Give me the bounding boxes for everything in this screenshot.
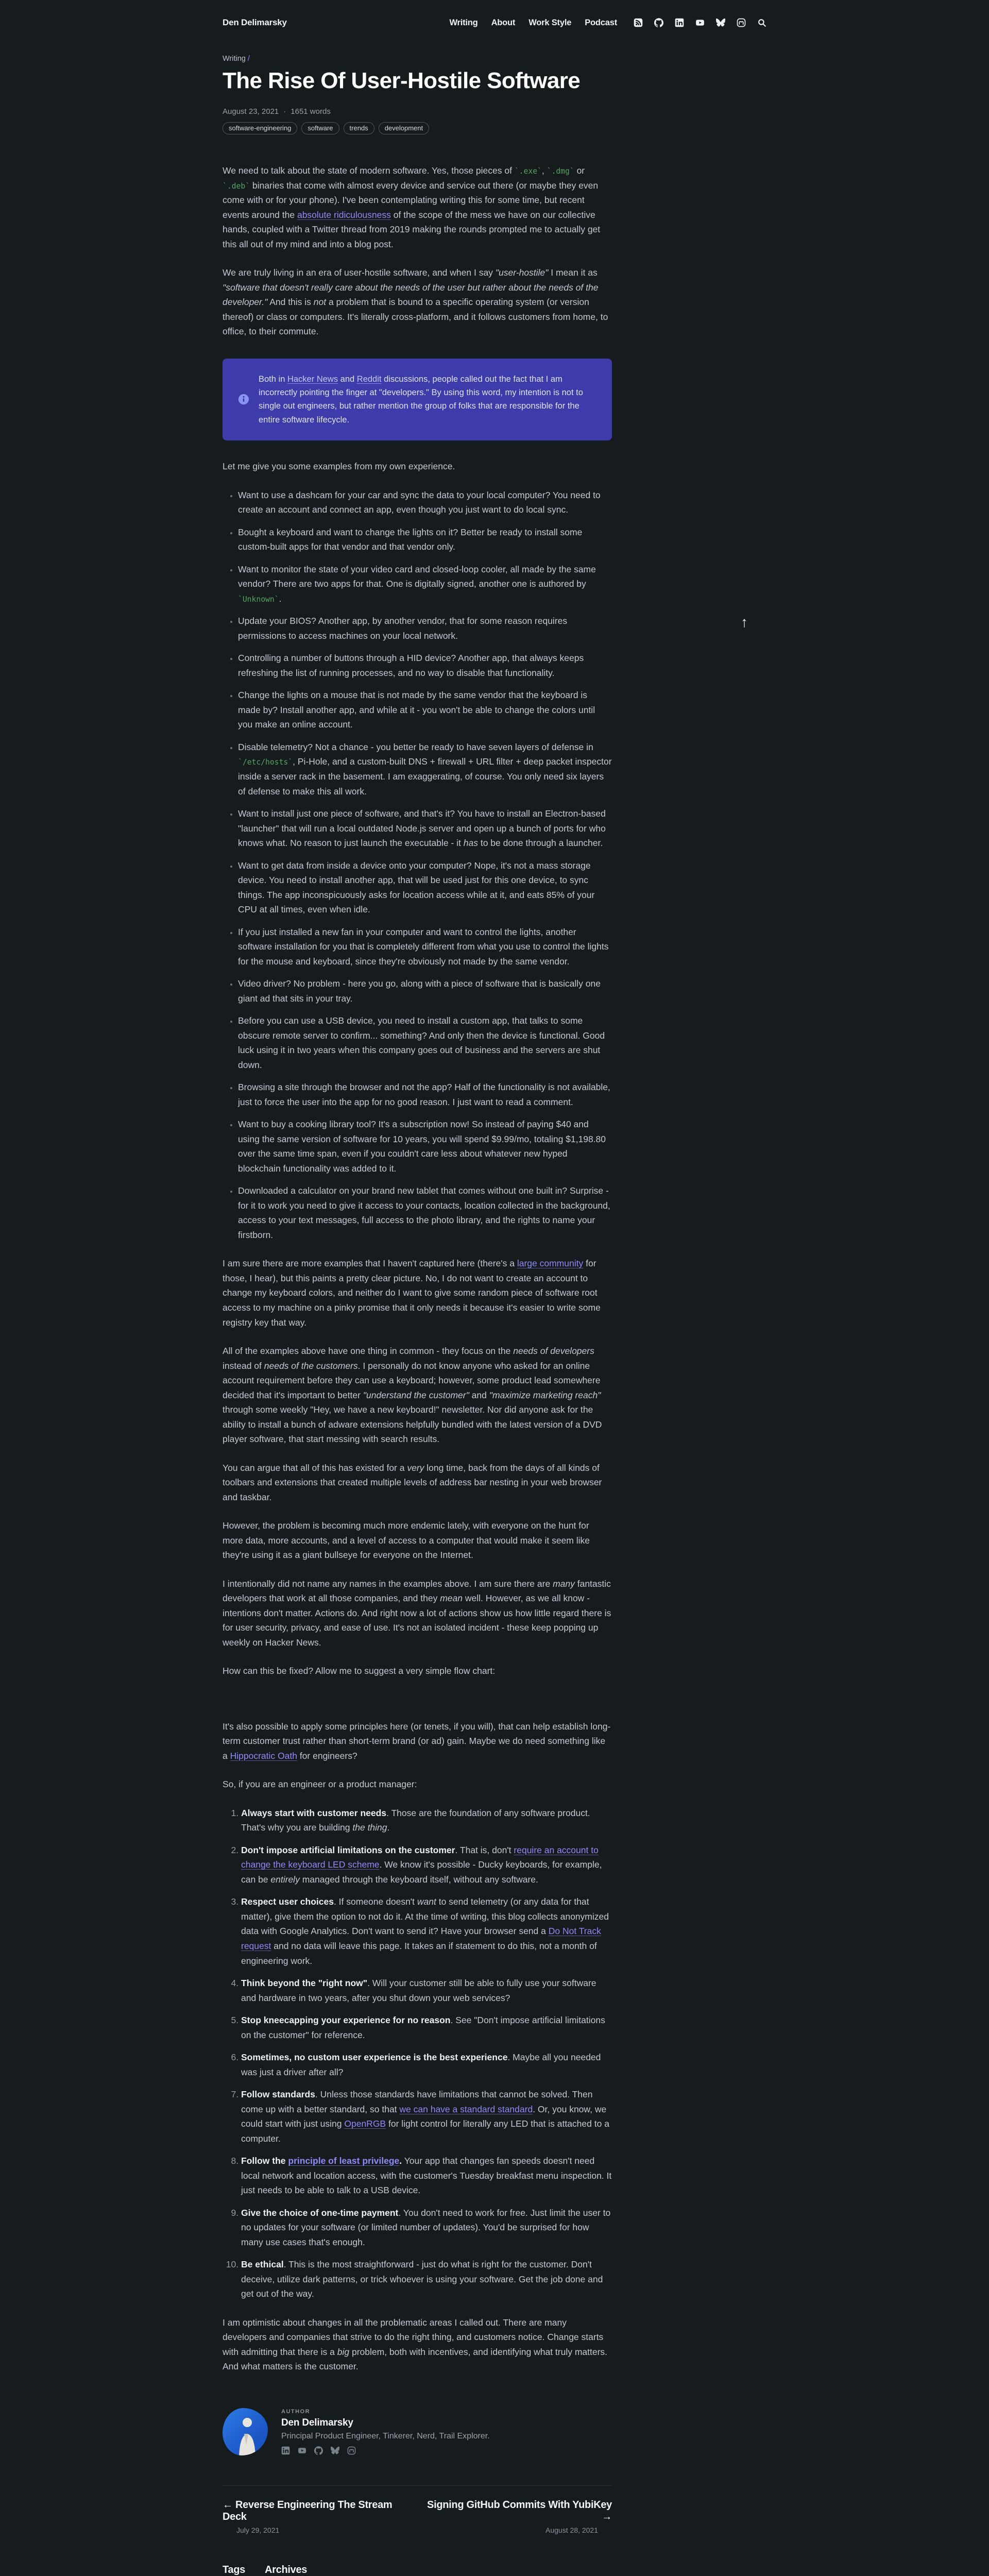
italic-text: mean: [440, 1593, 463, 1604]
list-item: • Controlling a number of buttons through a HID device? Another app, that always keeps refreshing the list of running processes, and no way to disable that functionality.: [238, 651, 612, 680]
tag-pill[interactable]: trends: [344, 122, 374, 134]
bold-text: Be ethical: [241, 2259, 284, 2270]
italic-text: "user-hostile": [495, 267, 549, 278]
article-body: [223, 163, 612, 2374]
breadcrumb: [223, 55, 612, 63]
paragraph: How can this be fixed? Allow me to suggest a very simple flow chart:: [223, 1666, 496, 1676]
post-date: August 23, 2021: [223, 107, 279, 116]
footer-links: [223, 2564, 612, 2576]
list-item: • Disable telemetry? Not a chance - you better be ready to have seven layers of defense in `/etc/hosts`, Pi-Hole, and a custom-built DNS + firewall + URL filter + deep packet inspector inside a server rack in the basement. I am exaggerating, of course. You only need six layers of defense to make this all work.: [238, 740, 612, 799]
paragraph: I am optimistic about changes in all the problematic areas I called out. There are many developers and companies that strive to do the right thing, and customers notice. Change starts with admitting that there is a big problem, both with incentives, and identifying what truly matters. And what matters is the customer.: [223, 2317, 608, 2372]
bluesky-icon[interactable]: [716, 18, 725, 27]
bold-text: Don't impose artificial limitations on the customer: [241, 1844, 455, 1855]
paragraph: However, the problem is becoming much more endemic lately, with everyone on the hunt for more data, more accounts, and a level of access to a computer that would make it seem like they're using it as a giant bullseye for everyone on the Internet.: [223, 1520, 590, 1561]
bold-text: Give the choice of one-time payment: [241, 2207, 399, 2218]
italic-text: the thing: [352, 1822, 387, 1833]
word-count: 1651 words: [291, 107, 331, 116]
bold-text: Follow the: [241, 2156, 288, 2166]
list-item: • Update your BIOS? Another app, by another vendor, that for some reason requires permissions to access machines on your local network.: [238, 614, 612, 643]
inline-code: `Unknown`: [238, 595, 279, 604]
next-post[interactable]: [417, 2499, 612, 2534]
meta-separator-dot: ·: [283, 107, 286, 116]
paragraph: You can argue that all of this has existed for a very long time, back from the days of all kinds of toolbars and extensions that created multiple levels of address bar nesting in your web browser and taskbar.: [223, 1462, 602, 1502]
inline-code: `/etc/hosts`: [238, 758, 293, 767]
paragraph: All of the examples above have one thing in common - they focus on the needs of developers instead of needs of the customers. I personally do not know anyone who asked for an online account requirement before they can use a keyboard; however, some product lead somewhere decided that it's important to better "understand the customer" and "maximize marketing reach" through some weekly "Hey, we have a new keyboard!" newsletter. Nor did anyone ask for the ability to install a bunch of adware extensions helpfully bundled with the latest version of a DVD player software, that start messing with search results.: [223, 1346, 602, 1445]
tag-pill[interactable]: software-engineering: [223, 122, 297, 134]
list-item: 1. Always start with customer needs. Those are the foundation of any software product. That's why you are building the thing.: [241, 1806, 612, 1835]
rss-icon[interactable]: [634, 18, 643, 27]
list-item: 8. Follow the principle of least privilege. Your app that changes fan speeds doesn't need local network and location access, with the customer's Tuesday breakfast menu inspection. It just needs to be able to talk to a USB device.: [241, 2154, 612, 2198]
next-post-title[interactable]: Signing GitHub Commits With YubiKey: [427, 2499, 612, 2511]
footer-link[interactable]: Tags: [223, 2564, 245, 2575]
scroll-to-top-button[interactable]: ↑: [741, 614, 748, 630]
list-item: 5. Stop kneecapping your experience for no reason. See "Don't impose artificial limitations on the customer" for reference.: [241, 2013, 612, 2042]
bold-text: Always start with customer needs: [241, 1807, 387, 1818]
prev-post-date: July 29, 2021: [236, 2526, 280, 2534]
info-callout: [223, 359, 612, 441]
nav-link[interactable]: About: [491, 18, 516, 27]
author-info: [281, 2409, 490, 2455]
nav-link[interactable]: Podcast: [585, 18, 617, 27]
italic-text: needs of developers: [513, 1346, 594, 1357]
list-item: • If you just installed a new fan in your computer and want to control the lights, another software installation for you that is completely different from what you use to control the lights for the mouse and keyboard, since they're obviously not made by the same vendor.: [238, 925, 612, 969]
list-item: 10. Be ethical. This is the most straightforward - just do what is right for the customer. Don't deceive, utilize dark patterns, or trick whoever is using your software. Get the job done and get out of the way.: [241, 2257, 612, 2301]
inline-link[interactable]: require an account to change the keyboard LED scheme: [241, 1844, 599, 1870]
inline-link[interactable]: absolute ridiculousness: [297, 209, 391, 220]
author-avatar: [223, 2408, 268, 2455]
italic-text: want: [417, 1896, 436, 1907]
bold-text: Respect user choices: [241, 1896, 334, 1907]
italic-text: has: [463, 838, 478, 849]
paragraph: I intentionally did not name any names in the examples above. I am sure there are many fantastic developers that work at all those companies, and they mean well. However, as we all know - intentions don't matter. Actions do. And right now a lot of actions show us how little regard there is for user security, privacy, and ease of use. It's not an isolated incident - these keep popping up weekly on Hacker News.: [223, 1578, 611, 1648]
bold-text: Follow standards: [241, 2089, 315, 2100]
post-meta: [223, 107, 612, 116]
inline-link[interactable]: Reddit: [356, 374, 382, 384]
paragraph: We need to talk about the state of modern software. Yes, those pieces of `.exe`, `.dmg` or `.deb` binaries that come with almost every device and service out there (or maybe they even come with or for your phone). I've been contemplating writing this for some time, but recent events around the absolute ridiculousness of the scope of the mess we have on our collective hands, coupled with a Twitter thread from 2019 making the rounds prompted me to actually get this all out of my mind and into a blog post.: [223, 165, 601, 249]
tag-pill[interactable]: development: [379, 122, 429, 134]
paragraph: Let me give you some examples from my own experience.: [223, 461, 455, 472]
footer-link[interactable]: Archives: [265, 2564, 308, 2575]
nav-link[interactable]: Writing: [449, 18, 478, 27]
right-arrow-icon: →: [602, 2511, 612, 2522]
header-social-icons: [634, 18, 766, 27]
list-item: 4. Think beyond the "right now". Will your customer still be able to fully use your software and hardware in two years, after you shut down your web services?: [241, 1976, 612, 2005]
page-title: The Rise Of User-Hostile Software: [223, 68, 581, 93]
italic-text: needs of the customers: [264, 1360, 358, 1371]
list-item: • Browsing a site through the browser and not the app? Half of the functionality is not available, just to force the user into the app for no good reason. I just want to read a comment.: [238, 1080, 612, 1109]
site-brand[interactable]: Den Delimarsky: [223, 18, 287, 27]
flow-chart-placeholder: [223, 1692, 612, 1719]
paragraph: I am sure there are more examples that I haven't captured here (there's a large community for those, I hear), but this paints a pretty clear picture. No, I do not want to create an account to change my keyboard colors, and neither do I want to give some random piece of software root access to my machine on a pinky promise that it only needs it because it's easier to write some registry key that way.: [223, 1258, 601, 1328]
next-post-date: August 28, 2021: [545, 2526, 598, 2534]
bluesky-icon[interactable]: [331, 2446, 339, 2455]
mastodon-icon[interactable]: [737, 18, 746, 27]
list-item: 3. Respect user choices. If someone doesn't want to send telemetry (or any data for that matter), give them the option to not do it. At the time of writing, this blog collects anonymized data with Google Analytics. Don't want to send it? Have your browser send a Do Not Track request and no data will leave this page. It takes an if statement to do this, not a month of engineering work.: [241, 1894, 612, 1968]
article-ending: [223, 1719, 612, 2374]
list-item: 7. Follow standards. Unless those standards have limitations that cannot be solved. Then come up with a better standard, so that we can have a standard standard. Or, you know, we could start with just using OpenRGB for light control for literally any LED that is attached to a computer.: [241, 2087, 612, 2146]
list-item: • Before you can use a USB device, you need to install a custom app, that talks to some obscure remote server to confirm... something? And only then the device is functional. Good luck using it in two years when this company goes out of business and the servers are shut down.: [238, 1013, 612, 1072]
bold-text: Think beyond the "right now": [241, 1978, 368, 1989]
inline-link[interactable]: Hacker News: [287, 374, 338, 384]
youtube-icon[interactable]: [695, 18, 705, 27]
list-item: • Want to monitor the state of your video card and closed-loop cooler, all made by the same vendor? There are two apps for that. One is digitally signed, another one is authored by `Unknown`.: [238, 562, 612, 606]
italic-text: "maximize marketing reach": [489, 1389, 601, 1400]
list-item: • Want to buy a cooking library tool? It's a subscription now! So instead of paying $40 and using the same version of software for 10 years, you will spend $9.99/mo, totaling $1,198.80 over the same time span, even if you couldn't care less about whatever new hyped blockchain functionality was added to it.: [238, 1117, 612, 1176]
italic-text: big: [337, 2346, 350, 2357]
italic-text: very: [407, 1462, 424, 1473]
inline-code: `.dmg`: [547, 167, 574, 176]
italic-text: many: [553, 1578, 575, 1589]
list-item: 2. Don't impose artificial limitations on the customer. That is, don't require an account to change the keyboard LED scheme. We know it's possible - Ducky keyboards, for example, can be entirely managed through the keyboard itself, without any software.: [241, 1843, 612, 1887]
callout-text: Both in Hacker News and Reddit discussions, people called out the fact that I am incorrectly pointing the finger at "developers." By using this word, my intention is not to single out engineers, but rather mention the group of folks that are responsible for the entire software lifecycle.: [259, 374, 583, 425]
list-item: • Bought a keyboard and want to change the lights on it? Better be ready to install some custom-built apps for that vendor and that vendor only.: [238, 525, 612, 554]
article-intro: [223, 163, 612, 339]
inline-link[interactable]: large community: [517, 1258, 584, 1269]
site-header: [223, 0, 766, 28]
inline-link[interactable]: Hippocratic Oath: [230, 1750, 297, 1761]
linkedin-icon[interactable]: [281, 2446, 290, 2455]
paragraph: So, if you are an engineer or a product manager:: [223, 1779, 417, 1790]
numbered-list: [223, 1806, 612, 2301]
github-icon[interactable]: [314, 2446, 323, 2455]
list-item: • Want to install just one piece of software, and that's it? You have to install an Electron-based "launcher" that will run a local outdated Node.js server and open up a bunch of ports for who knows what. No reason to just launch the executable - it has to be done through a launcher.: [238, 806, 612, 851]
italic-text: "software that doesn't really care about the needs of the user but rather about the needs of the developer.": [223, 282, 599, 308]
author-social-icons: [281, 2446, 490, 2455]
inline-code: `.exe`: [514, 167, 542, 176]
nav-link[interactable]: Work Style: [528, 18, 572, 27]
list-item: • Downloaded a calculator on your brand new tablet that comes without one built in? Surprise - for it to work you need to give it access to your contacts, location collected in the background, access to your text messages, full access to the photo library, and the rights to name your firstborn.: [238, 1183, 612, 1242]
youtube-icon[interactable]: [298, 2446, 306, 2455]
mastodon-icon[interactable]: [347, 2446, 356, 2455]
author-label: AUTHOR: [281, 2408, 311, 2415]
bold-text: Stop kneecapping your experience for no reason: [241, 2015, 451, 2026]
inline-link[interactable]: Do Not Track request: [241, 1926, 601, 1951]
author-card: [223, 2408, 612, 2455]
post-navigation: [223, 2499, 612, 2534]
bold-text: Sometimes, no custom user experience is the best experience: [241, 2052, 508, 2063]
list-item: • Want to use a dashcam for your car and sync the data to your local computer? You need to create an account and connect an app, even though you just want to do local sync.: [238, 488, 612, 517]
github-icon[interactable]: [654, 18, 663, 27]
info-icon: [238, 394, 249, 405]
italic-text: "understand the customer": [363, 1389, 469, 1400]
article-middle: [223, 459, 612, 1679]
inline-link[interactable]: we can have a standard standard: [399, 2104, 533, 2114]
search-icon[interactable]: [757, 18, 766, 27]
inline-link[interactable]: principle of least privilege: [288, 2156, 400, 2166]
linkedin-icon[interactable]: [675, 18, 684, 27]
paragraph: We are truly living in an era of user-hostile software, and when I say "user-hostile" I mean it as "software that doesn't really care about the needs of the user but rather about the needs of the developer." And this is not a problem that is bound to a specific operating system (or version thereof) or class or computers. It's literally cross-platform, and it follows customers from home, to office, to their commute.: [223, 267, 608, 337]
paragraph: It's also possible to apply some principles here (or tenets, if you will), that can help establish long-term customer trust rather than short-term brand (or ad) gain. Maybe we do need something like a Hippocratic Oath for engineers?: [223, 1721, 611, 1761]
bold-text: .: [399, 2156, 402, 2166]
prev-post[interactable]: [223, 2499, 417, 2534]
list-item: • Want to get data from inside a device onto your computer? Nope, it's not a mass storage device. You need to install another app, that will be used just for this one device, to sync things. The app inconspicuously asks for location access while at it, and eats 85% of your CPU at all times, even when idle.: [238, 858, 612, 917]
list-item: • Video driver? No problem - here you go, along with a piece of software that is basically one giant ad that sits in your tray.: [238, 976, 612, 1006]
footer-divider: [223, 2485, 612, 2486]
list-item: 9. Give the choice of one-time payment. You don't need to work for free. Just limit the user to no updates for your software (or limited number of updates). You'd be surprised for how many use cases that's enough.: [241, 2206, 612, 2250]
main-nav: [449, 18, 617, 28]
author-bio: Principal Product Engineer, Tinkerer, Nerd, Trail Explorer.: [281, 2431, 490, 2441]
breadcrumb-separator: /: [247, 55, 250, 63]
italic-text: entirely: [270, 1874, 300, 1885]
tag-pill[interactable]: software: [301, 122, 339, 134]
prev-post-title[interactable]: Reverse Engineering The Stream Deck: [223, 2499, 393, 2522]
inline-code: `.deb`: [223, 181, 250, 191]
tag-row: [223, 122, 612, 134]
inline-link[interactable]: OpenRGB: [344, 2119, 386, 2129]
bullet-list: [223, 488, 612, 1243]
italic-text: not: [313, 297, 327, 308]
breadcrumb-writing-link[interactable]: Writing: [223, 55, 246, 63]
list-item: 6. Sometimes, no custom user experience is the best experience. Maybe all you needed was just a driver after all?: [241, 2050, 612, 2079]
left-arrow-icon: ←: [223, 2499, 233, 2511]
list-item: • Change the lights on a mouse that is not made by the same vendor that the keyboard is made by? Install another app, and while at it - you won't be able to change the colors until you make an online account.: [238, 688, 612, 732]
author-name: Den Delimarsky: [281, 2417, 353, 2428]
